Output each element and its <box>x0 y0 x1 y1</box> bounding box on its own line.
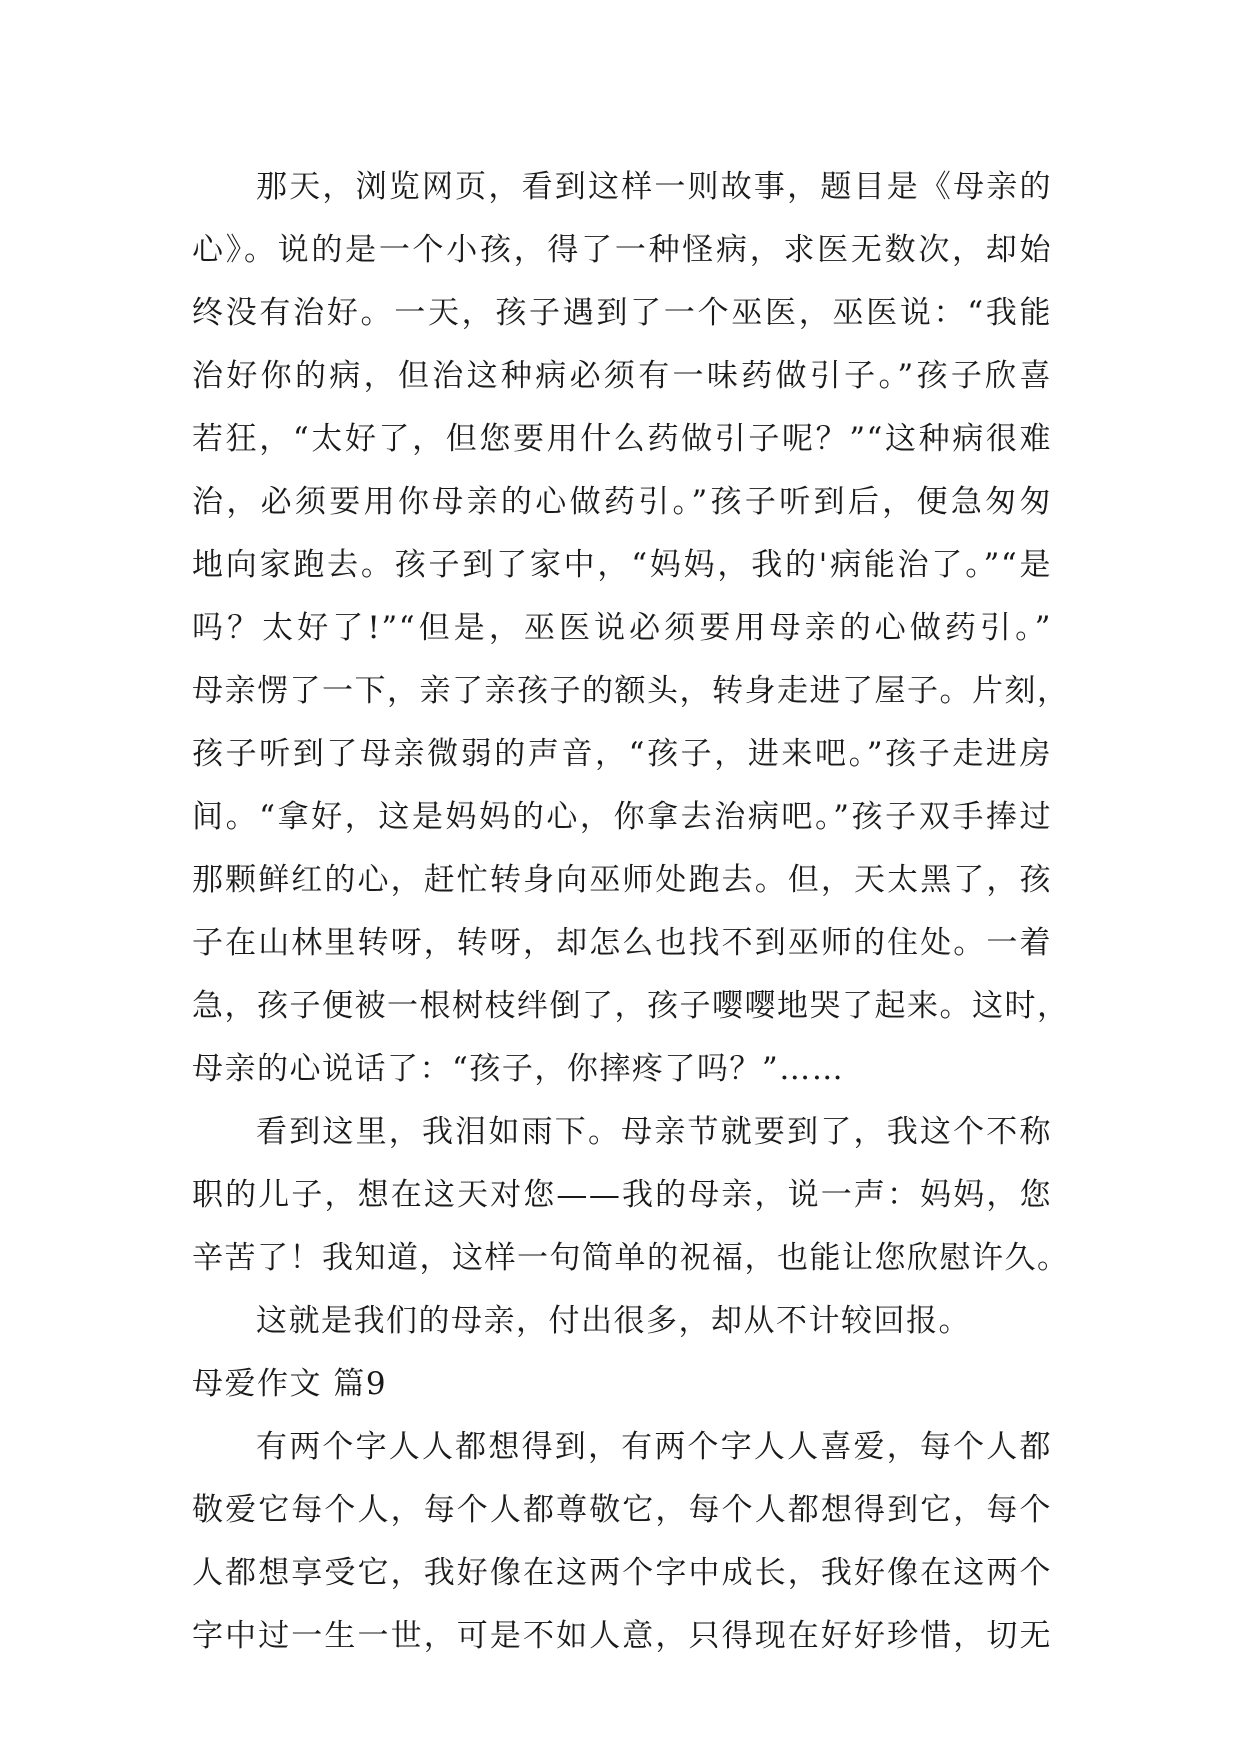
text-line: 心》。说的是一个小孩，得了一种怪病，求医无数次，却始 <box>192 232 1052 268</box>
text-line: 那天，浏览网页，看到这样一则故事，题目是《母亲的 <box>256 169 1052 205</box>
text-line: 治好你的病，但治这种病必须有一味药做引子。”孩子欣喜 <box>192 358 1052 394</box>
text-line: 地向家跑去。孩子到了家中，“妈妈，我的'病能治了。”“是 <box>192 547 1052 583</box>
text-line: 这就是我们的母亲，付出很多，却从不计较回报。 <box>256 1303 971 1339</box>
text-line: 子在山林里转呀，转呀，却怎么也找不到巫师的住处。一着 <box>192 925 1052 961</box>
text-line: 那颗鲜红的心，赶忙转身向巫师处跑去。但，天太黑了，孩 <box>192 862 1052 898</box>
text-line: 职的儿子，想在这天对您——我的母亲，说一声：妈妈，您 <box>192 1177 1052 1213</box>
text-line: 母亲的心说话了：“孩子，你摔疼了吗？”…… <box>192 1051 845 1087</box>
paragraph-story <box>192 156 1070 1101</box>
paragraph-essay-9 <box>192 1416 1052 1668</box>
paragraph-conclusion <box>192 1290 1052 1353</box>
text-line: 看到这里，我泪如雨下。母亲节就要到了，我这个不称 <box>256 1114 1052 1150</box>
text-line: 敬爱它每个人，每个人都尊敬它，每个人都想得到它，每个 <box>192 1492 1052 1528</box>
text-line: 终没有治好。一天，孩子遇到了一个巫医，巫医说：“我能 <box>192 295 1052 331</box>
text-line: 间。“拿好，这是妈妈的心，你拿去治病吧。”孩子双手捧过 <box>192 799 1052 835</box>
text-line: 若狂，“太好了，但您要用什么药做引子呢？”“这种病很难 <box>192 421 1052 457</box>
text-line: 母亲愣了一下，亲了亲孩子的额头，转身走进了屋子。片刻， <box>192 673 1070 709</box>
text-line: 吗？太好了!”“但是，巫医说必须要用母亲的心做药引。” <box>192 610 1052 646</box>
text-line: 孩子听到了母亲微弱的声音，“孩子，进来吧。”孩子走进房 <box>192 736 1052 772</box>
section-heading: 母爱作文 篇9 <box>192 1366 388 1402</box>
text-line: 急，孩子便被一根树枝绊倒了，孩子嘤嘤地哭了起来。这时， <box>192 988 1070 1024</box>
text-line: 字中过一生一世，可是不如人意，只得现在好好珍惜，切无 <box>192 1618 1052 1654</box>
text-line: 辛苦了！我知道，这样一句简单的祝福，也能让您欣慰许久。 <box>192 1240 1070 1276</box>
text-line: 有两个字人人都想得到，有两个字人人喜爱，每个人都 <box>256 1429 1052 1465</box>
document-body <box>192 156 1070 1668</box>
paragraph-reflection <box>192 1101 1070 1290</box>
text-line: 人都想享受它，我好像在这两个字中成长，我好像在这两个 <box>192 1555 1052 1591</box>
text-line: 治，必须要用你母亲的心做药引。”孩子听到后，便急匆匆 <box>192 484 1052 520</box>
